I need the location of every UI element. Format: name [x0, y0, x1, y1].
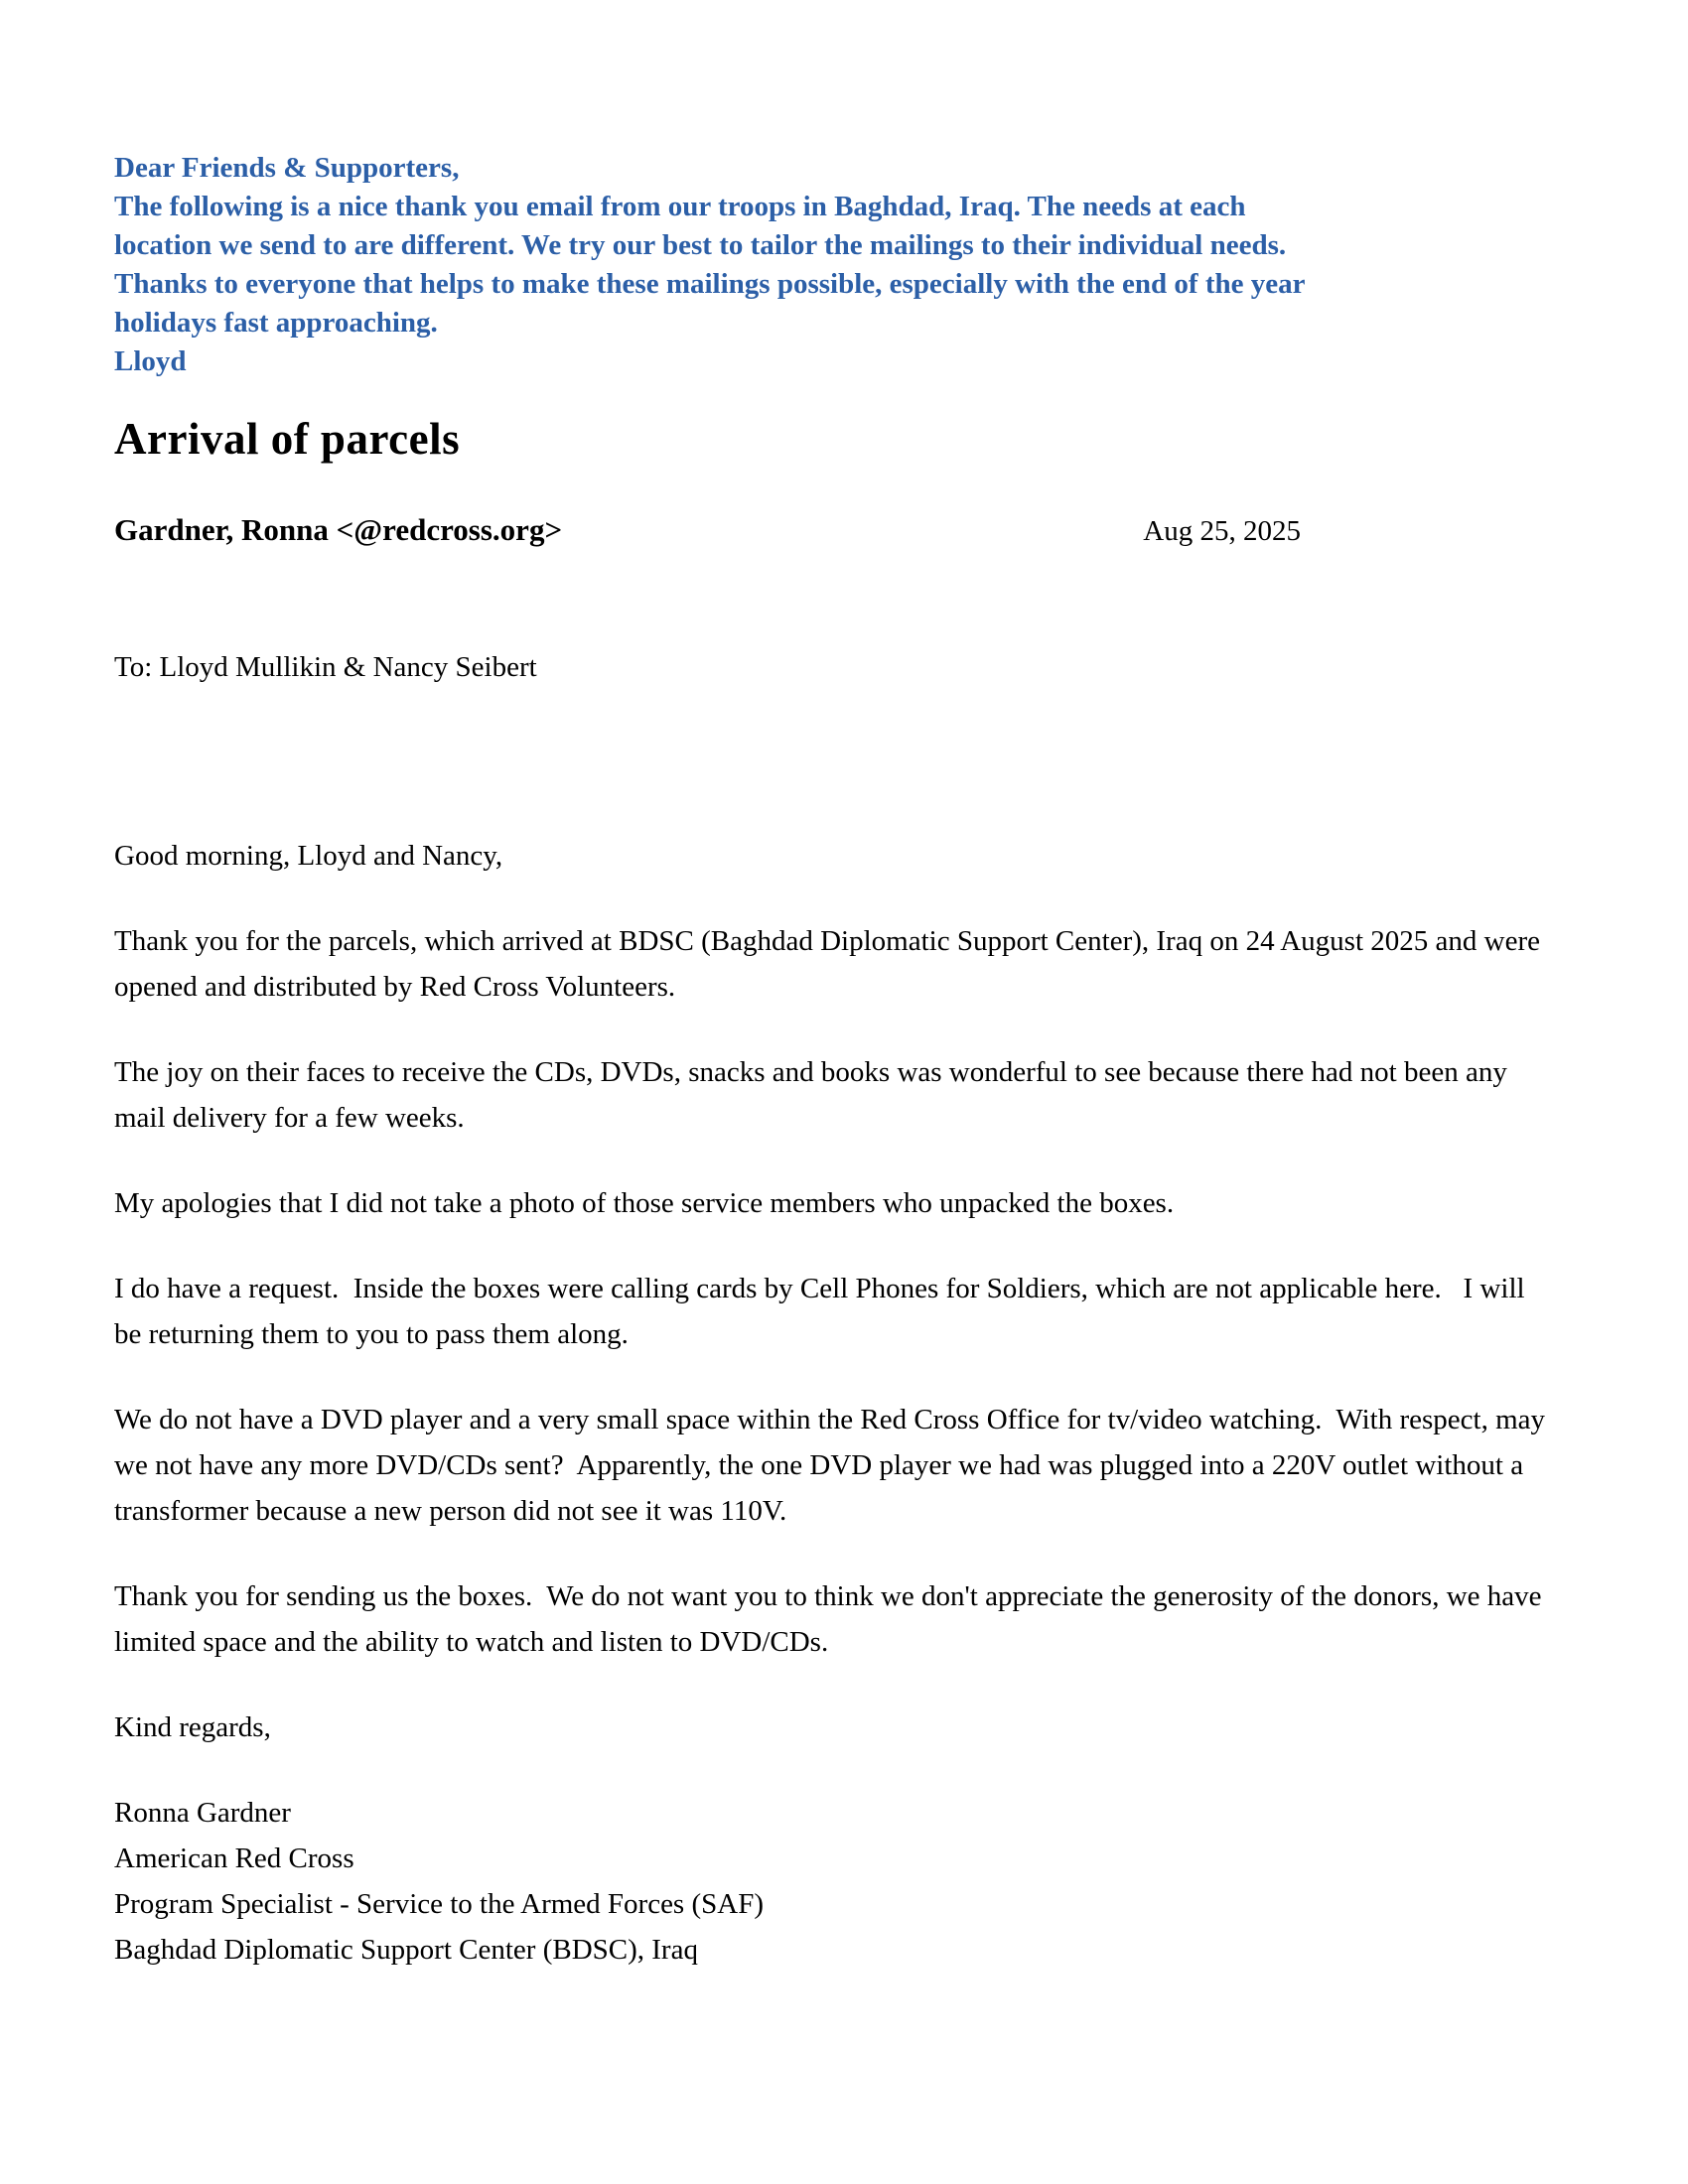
forwarded-note-line: The following is a nice thank you email from our troops in Baghdad, Iraq. The needs at each	[114, 191, 1246, 222]
paragraph: The joy on their faces to receive the CDs, DVDs, snacks and books was wonderful to see because there had not been any mail delivery for a few weeks.	[114, 1056, 1515, 1134]
forwarded-note	[114, 149, 1549, 381]
paragraph-greeting: Good morning, Lloyd and Nancy,	[114, 840, 503, 872]
email-header-row	[114, 510, 1549, 551]
email-body	[114, 833, 1553, 1973]
email-subject: Arrival of parcels	[114, 414, 461, 464]
paragraph: Thank you for the parcels, which arrived at BDSC (Baghdad Diplomatic Support Center), Iraq on 24 August 2025 and were opened and distributed by Red Cross Volunteers.	[114, 925, 1548, 1003]
forwarded-note-line: location we send to are different. We try our best to tailor the mailings to their individual needs.	[114, 229, 1287, 261]
email-sender: Gardner, Ronna <@redcross.org>	[114, 512, 563, 547]
paragraph-closing: Kind regards,	[114, 1711, 271, 1743]
forwarded-note-line: Thanks to everyone that helps to make these mailings possible, especially with the end of the year	[114, 268, 1306, 300]
paragraph: We do not have a DVD player and a very small space within the Red Cross Office for tv/video watching. With respect, may we not have any more DVD/CDs sent? Apparently, the one DVD player we had was plugged into a 220V outlet without a transformer because a new person did not see it was 110V.	[114, 1404, 1553, 1527]
paragraph: Thank you for sending us the boxes. We do not want you to think we don't appreciate the generosity of the donors, we have limited space and the ability to watch and listen to DVD/CDs.	[114, 1580, 1549, 1658]
signature-location: Baghdad Diplomatic Support Center (BDSC), Iraq	[114, 1934, 698, 1966]
forwarded-note-line: Dear Friends & Supporters,	[114, 152, 460, 184]
email-recipients: To: Lloyd Mullikin & Nancy Seibert	[114, 651, 537, 683]
signature-organization: American Red Cross	[114, 1843, 354, 1874]
signature-name: Ronna Gardner	[114, 1797, 291, 1829]
forwarded-note-signature: Lloyd	[114, 345, 187, 377]
paragraph: My apologies that I did not take a photo of those service members who unpacked the boxes.	[114, 1187, 1175, 1219]
signature-block	[114, 1790, 1549, 1973]
email-date: Aug 25, 2025	[1143, 515, 1301, 547]
forwarded-note-line: holidays fast approaching.	[114, 307, 438, 339]
paragraph: I do have a request. Inside the boxes were calling cards by Cell Phones for Soldiers, which are not applicable here. I will be returning them to you to pass them along.	[114, 1273, 1532, 1350]
signature-title: Program Specialist - Service to the Armed Forces (SAF)	[114, 1888, 764, 1920]
